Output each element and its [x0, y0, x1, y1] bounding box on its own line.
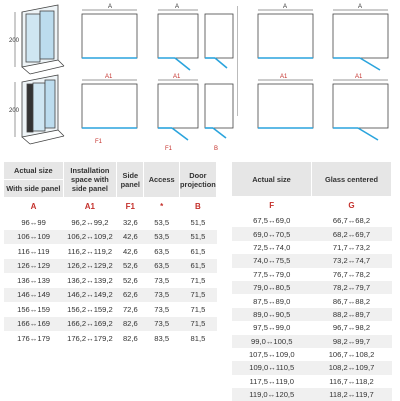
table-row — [232, 388, 392, 401]
table-row — [232, 241, 392, 254]
table-cell: 72,5↔74,0 — [232, 241, 312, 254]
table-cell: 61,5 — [179, 259, 216, 274]
dim-a1-label-2: A1 — [173, 74, 181, 80]
plan-diagram-10 — [333, 80, 388, 140]
header-access: Access — [144, 162, 179, 198]
table-cell: 53,5 — [144, 230, 179, 245]
table-cell: 71,5 — [179, 273, 216, 288]
table-row — [232, 348, 392, 361]
dim-a-label-1: A — [108, 4, 113, 10]
table-cell: 63,5 — [144, 244, 179, 259]
table-cell: 42,6 — [117, 244, 144, 259]
table-cell: 71,7↔73,2 — [312, 241, 392, 254]
letter-a: A — [30, 202, 37, 211]
table-cell: 136,2↔139,2 — [63, 273, 117, 288]
table-cell: 82,6 — [117, 317, 144, 332]
table-cell: 73,5 — [144, 317, 179, 332]
table-cell: 106,7↔108,2 — [312, 348, 392, 361]
table-cell: 108,2↔109,7 — [312, 361, 392, 374]
table-cell: 119,0↔120,5 — [232, 388, 312, 401]
table-cell: 51,5 — [179, 215, 216, 230]
height-label-2: 200 — [9, 108, 20, 114]
table-cell: 116↔119 — [4, 244, 63, 259]
header-actual-size-right: Actual size — [232, 162, 312, 197]
table-row — [232, 268, 392, 281]
table-row — [4, 244, 217, 259]
table-cell: 72,6 — [117, 302, 144, 317]
table-cell: 77,5↔79,0 — [232, 268, 312, 281]
table-cell: 83,5 — [144, 331, 179, 346]
shower-3d-view-1 — [22, 5, 64, 74]
table-cell: 88,2↔89,7 — [312, 308, 392, 321]
table-cell: 99,0↔100,5 — [232, 335, 312, 348]
left-table-body — [4, 215, 217, 346]
table-cell: 74,0↔75,5 — [232, 254, 312, 267]
table-cell: 109,0↔110,5 — [232, 361, 312, 374]
table-cell: 116,2↔119,2 — [63, 244, 117, 259]
plan-diagram-9 — [258, 80, 313, 128]
plan-diagram-7 — [258, 10, 313, 58]
letter-f1: F1 — [125, 202, 135, 211]
table-row — [232, 308, 392, 321]
drawings-svg — [0, 0, 400, 155]
table-row — [232, 375, 392, 388]
dim-a1-label-3: A1 — [280, 74, 288, 80]
table-cell: 156↔159 — [4, 302, 63, 317]
table-cell: 51,5 — [179, 230, 216, 245]
table-cell: 166,2↔169,2 — [63, 317, 117, 332]
letter-g: G — [348, 201, 355, 210]
table-row — [232, 281, 392, 294]
table-cell: 176,2↔179,2 — [63, 331, 117, 346]
plan-diagram-6 — [205, 84, 233, 138]
header-side-panel: Side panel — [117, 162, 144, 198]
table-cell: 73,2↔74,7 — [312, 254, 392, 267]
letter-f: F — [269, 201, 275, 210]
table-row — [4, 230, 217, 245]
table-cell: 69,0↔70,5 — [232, 227, 312, 240]
table-cell: 89,0↔90,5 — [232, 308, 312, 321]
dim-a-label-2: A — [175, 4, 180, 10]
plan-diagram-1 — [82, 10, 137, 58]
table-cell: 116,7↔118,2 — [312, 375, 392, 388]
dim-a1-label-4: A1 — [355, 74, 363, 80]
table-cell: 42,6 — [117, 230, 144, 245]
table-cell: 96,2↔99,2 — [63, 215, 117, 230]
table-cell: 76,7↔78,2 — [312, 268, 392, 281]
table-cell: 67,5↔69,0 — [232, 214, 312, 227]
header-with-side-panel: With side panel — [4, 180, 63, 198]
table-cell: 82,6 — [117, 331, 144, 346]
table-row — [4, 302, 217, 317]
letter-row-right — [232, 197, 392, 215]
letter-access: * — [160, 202, 164, 211]
table-cell: 86,7↔88,2 — [312, 294, 392, 307]
divider — [237, 6, 238, 116]
table-cell: 166↔169 — [4, 317, 63, 332]
dim-a-label-3: A — [283, 4, 288, 10]
dim-f1-label-2: F1 — [165, 146, 173, 152]
table-cell: 97,5↔99,0 — [232, 321, 312, 334]
table-cell: 87,5↔89,0 — [232, 294, 312, 307]
dim-f1-label-1: F1 — [95, 139, 103, 145]
plan-diagram-3 — [205, 14, 233, 68]
table-cell: 73,5 — [144, 302, 179, 317]
table-cell: 32,6 — [117, 215, 144, 230]
plan-diagram-8 — [333, 10, 388, 70]
table-cell: 176↔179 — [4, 331, 63, 346]
table-cell: 117,5↔119,0 — [232, 375, 312, 388]
table-cell: 61,5 — [179, 244, 216, 259]
shower-3d-view-2 — [22, 75, 64, 144]
plan-diagram-4 — [82, 80, 137, 128]
table-cell: 68,2↔69,7 — [312, 227, 392, 240]
table-cell: 73,5 — [144, 273, 179, 288]
table-cell: 98,2↔99,7 — [312, 335, 392, 348]
letter-row — [4, 198, 217, 216]
table-row — [4, 317, 217, 332]
dim-b-label: B — [214, 146, 219, 152]
table-cell: 52,6 — [117, 273, 144, 288]
table-cell: 62,6 — [117, 288, 144, 303]
right-dimension-table — [232, 162, 392, 401]
table-row — [4, 215, 217, 230]
header-door-projection: Door projection — [179, 162, 216, 198]
table-cell: 79,0↔80,5 — [232, 281, 312, 294]
table-cell: 146↔149 — [4, 288, 63, 303]
table-row — [4, 288, 217, 303]
table-cell: 126,2↔129,2 — [63, 259, 117, 274]
table-row — [232, 227, 392, 240]
table-cell: 78,2↔79,7 — [312, 281, 392, 294]
table-cell: 71,5 — [179, 288, 216, 303]
table-cell: 136↔139 — [4, 273, 63, 288]
table-cell: 107,5↔109,0 — [232, 348, 312, 361]
plan-diagram-5 — [158, 80, 198, 140]
table-cell: 106↔109 — [4, 230, 63, 245]
table-row — [4, 331, 217, 346]
table-row — [232, 361, 392, 374]
table-cell: 96↔99 — [4, 215, 63, 230]
table-row — [232, 321, 392, 334]
left-dimension-table — [4, 162, 217, 346]
height-label-1: 200 — [9, 38, 20, 44]
table-cell: 126↔129 — [4, 259, 63, 274]
table-cell: 71,5 — [179, 317, 216, 332]
table-row — [232, 294, 392, 307]
table-row — [232, 214, 392, 227]
header-actual-size: Actual size — [4, 162, 63, 180]
letter-a1: A1 — [84, 202, 96, 211]
table-cell: 146,2↔149,2 — [63, 288, 117, 303]
table-cell: 156,2↔159,2 — [63, 302, 117, 317]
table-cell: 106,2↔109,2 — [63, 230, 117, 245]
table-cell: 53,5 — [144, 215, 179, 230]
header-installation-space: Installation space with side panel — [63, 162, 117, 198]
table-row — [4, 259, 217, 274]
table-row — [232, 335, 392, 348]
letter-b: B — [195, 202, 201, 211]
table-cell: 63,5 — [144, 259, 179, 274]
header-glass-centered: Glass centered — [312, 162, 392, 197]
table-cell: 81,5 — [179, 331, 216, 346]
table-cell: 52,6 — [117, 259, 144, 274]
table-cell: 118,2↔119,7 — [312, 388, 392, 401]
dim-a1-label-1: A1 — [105, 74, 113, 80]
table-row — [4, 273, 217, 288]
table-cell: 73,5 — [144, 288, 179, 303]
table-row — [232, 254, 392, 267]
technical-drawings — [0, 0, 400, 155]
plan-diagram-2 — [158, 10, 198, 70]
right-table-body — [232, 214, 392, 401]
table-cell: 66,7↔68,2 — [312, 214, 392, 227]
table-cell: 96,7↔98,2 — [312, 321, 392, 334]
table-cell: 71,5 — [179, 302, 216, 317]
dim-a-label-4: A — [358, 4, 363, 10]
